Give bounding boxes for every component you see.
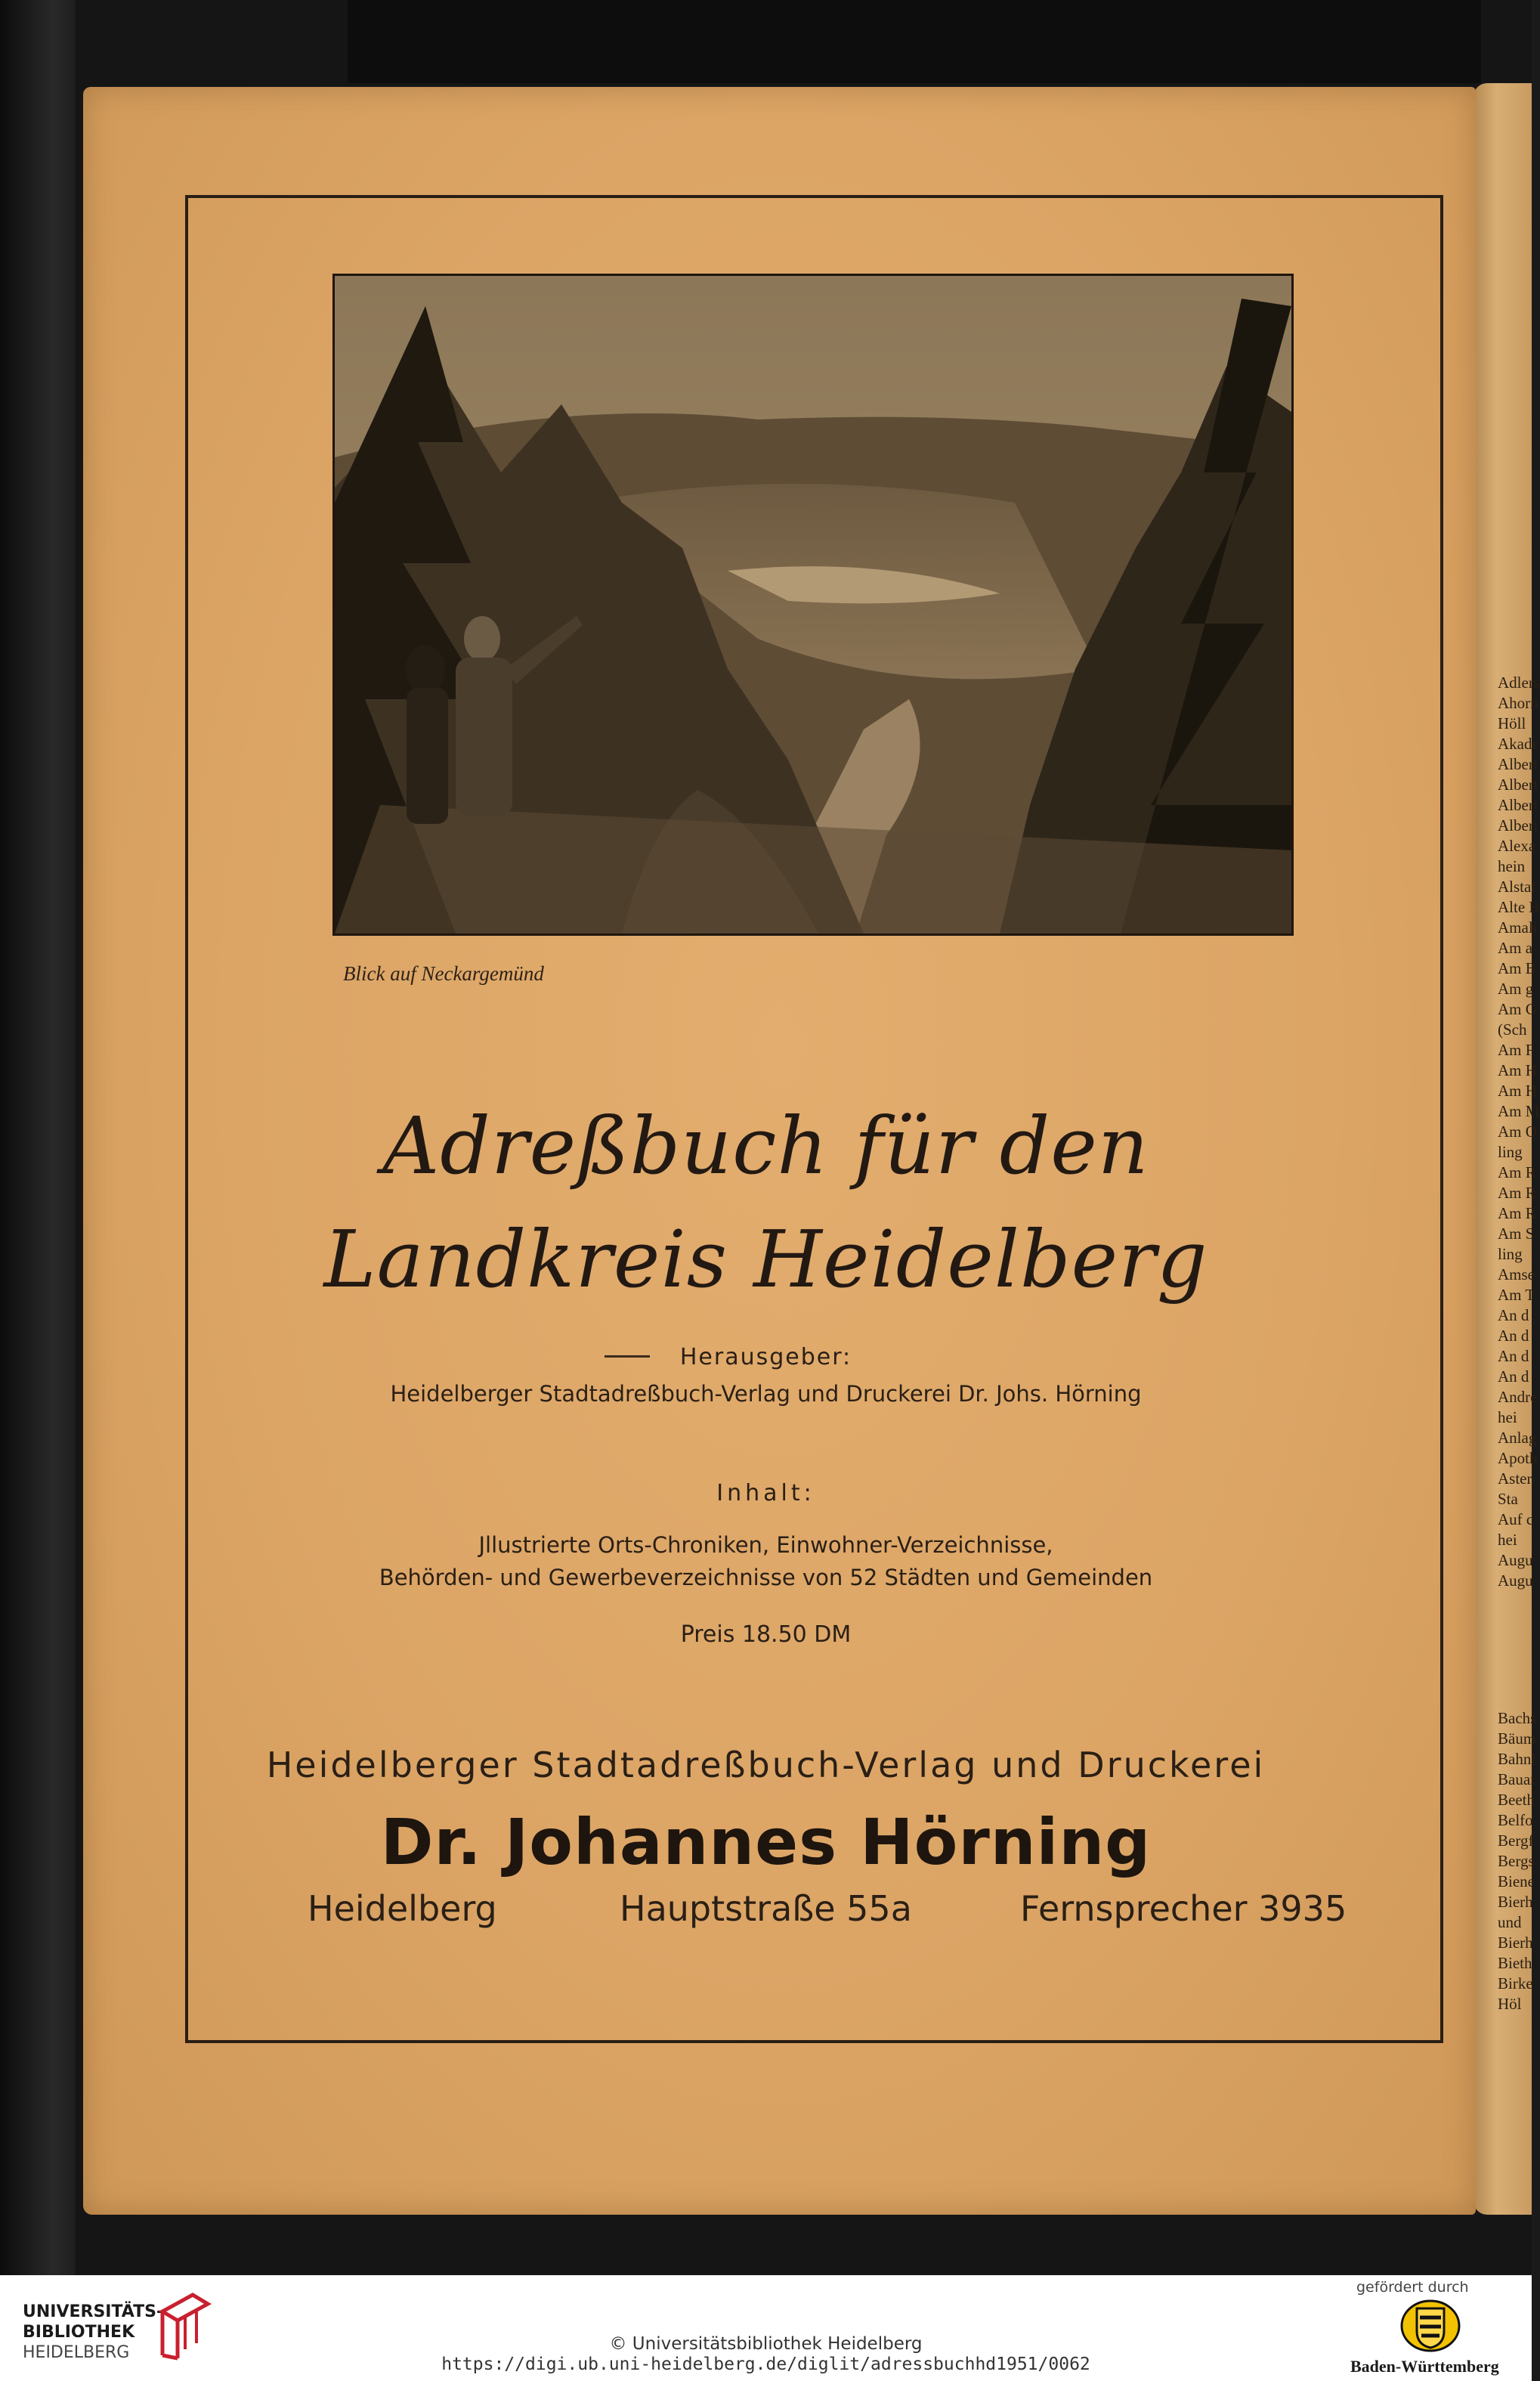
next-page-fragment: Birke (1498, 1974, 1533, 1992)
next-page-fragment: Bachs (1498, 1709, 1537, 1727)
next-page-fragment: Am O (1498, 1122, 1537, 1141)
next-page-fragment: und (1498, 1913, 1522, 1931)
contents-label: Inhalt: (716, 1480, 815, 1506)
next-page-fragment: Adlers (1498, 673, 1540, 692)
next-page-fragment: Am B (1498, 959, 1536, 977)
copyright-notice: © Universitätsbibliothek Heidelberg (609, 2334, 923, 2354)
next-page-fragment: An d (1498, 1347, 1529, 1365)
next-page-fragment: Sta (1498, 1490, 1518, 1508)
next-page-fragment: hei (1498, 1408, 1517, 1426)
next-page-fragment: Bergf (1498, 1831, 1534, 1850)
title-line-2: Landkreis Heidelberg (323, 1213, 1208, 1305)
next-page-fragment: Albert (1498, 816, 1538, 834)
state-crest-icon[interactable] (1400, 2299, 1461, 2356)
publisher-line: Heidelberger Stadtadreßbuch-Verlag und Druckerei (266, 1745, 1266, 1785)
next-page-fragment: An d (1498, 1327, 1529, 1345)
next-page-fragment: Bauar (1498, 1770, 1536, 1788)
contents-line-1: Jllustrierte Orts-Chroniken, Einwohner-Verzeichnisse, (478, 1532, 1053, 1558)
next-page-fragment: Am R (1498, 1204, 1536, 1222)
landscape-photo (332, 274, 1294, 936)
next-page-fragment: Albert (1498, 796, 1538, 814)
publisher-name: Dr. Johannes Hörning (380, 1805, 1152, 1879)
next-page-fragment: Bieth (1498, 1954, 1532, 1972)
next-page-fragment: ling (1498, 1245, 1523, 1263)
next-page-fragment: Beeth (1498, 1791, 1535, 1809)
sponsor-label: gefördert durch (1356, 2279, 1469, 2296)
next-page-fragment: Höl (1498, 1995, 1522, 2013)
next-page-fragment: Ahorn (1498, 694, 1538, 712)
permalink[interactable]: https://digi.ub.uni-heidelberg.de/diglit/adressbuchhd1951/0062 (441, 2355, 1090, 2374)
next-page-fragment: An d (1498, 1367, 1529, 1386)
next-page-fragment: Bierh (1498, 1893, 1533, 1911)
next-page-fragment: (Sch (1498, 1020, 1527, 1039)
next-page-fragment: Biene (1498, 1872, 1535, 1890)
publisher-city: Heidelberg (308, 1888, 497, 1929)
next-page-fragment: Auf c (1498, 1510, 1534, 1528)
next-page-fragment: Am g (1498, 980, 1534, 998)
next-page-fragment: An d (1498, 1306, 1529, 1324)
next-page-fragment: Am R (1498, 1163, 1536, 1181)
neckar-valley-image (335, 276, 1291, 934)
publisher-phone: Fernsprecher 3935 (1020, 1888, 1347, 1929)
next-page-fragment: Bergs (1498, 1852, 1535, 1870)
title-line-1: Adreßbuch für den (382, 1100, 1149, 1192)
next-page-fragment: hei (1498, 1531, 1517, 1549)
next-page-fragment: Amse (1498, 1265, 1535, 1283)
next-page-fragment: Aster (1498, 1469, 1532, 1488)
editor-name: Heidelberger Stadtadreßbuch-Verlag und Druckerei Dr. Johs. Hörning (390, 1381, 1142, 1407)
photo-caption: Blick auf Neckargemünd (343, 962, 544, 985)
next-page-fragment: Am M (1498, 1102, 1540, 1120)
next-page-fragment: hein (1498, 857, 1526, 875)
next-page-fragment: Alexa (1498, 837, 1536, 855)
next-page-fragment: Augu (1498, 1551, 1533, 1569)
next-page-fragment: Am H (1498, 1082, 1537, 1100)
next-page-fragment: Amali (1498, 918, 1538, 937)
editor-label: Herausgeber: (679, 1344, 852, 1370)
contents-line-2: Behörden- und Gewerbeverzeichnisse von 52 Städten und Gemeinden (379, 1565, 1153, 1590)
next-page-fragment: Am G (1498, 1000, 1537, 1018)
scanner-edge-top (348, 0, 1481, 83)
next-page-fragment: Am H (1498, 1061, 1537, 1079)
next-page-fragment: Alte B (1498, 898, 1540, 916)
next-page-fragment: Augu (1498, 1571, 1533, 1590)
next-page-fragment: Am R (1498, 1184, 1536, 1202)
next-page-fragment: Am F (1498, 1041, 1535, 1059)
next-page-fragment: Andre (1498, 1388, 1538, 1406)
next-page-fragment: Apoth (1498, 1449, 1538, 1467)
publisher-street: Hauptstraße 55a (620, 1888, 912, 1929)
next-page-fragment: Anlag (1498, 1429, 1537, 1447)
next-page-fragment: ling (1498, 1143, 1523, 1161)
price: Preis 18.50 DM (680, 1621, 852, 1648)
next-page-fragment: Am a (1498, 939, 1533, 957)
next-page-fragment: Höll (1498, 714, 1526, 732)
library-name-line-2: BIBLIOTHEK (23, 2323, 135, 2342)
library-name-line-1: UNIVERSITÄTS- (23, 2302, 164, 2321)
next-page-fragment: Albert (1498, 776, 1538, 794)
sponsor-name: Baden-Württemberg (1350, 2357, 1499, 2376)
next-page-fragment: Akade (1498, 735, 1539, 753)
library-name-line-3: HEIDELBERG (23, 2343, 130, 2362)
next-page-fragment: Belfo (1498, 1811, 1533, 1829)
next-page-fragment: Am S (1498, 1225, 1535, 1243)
next-page-fragment: Alstat (1498, 878, 1536, 896)
next-page-fragment: Bäum (1498, 1729, 1536, 1748)
next-page-fragment: Albert (1498, 755, 1538, 773)
next-page-fragment: Bahnl (1498, 1750, 1536, 1768)
next-page-fragment: Am T (1498, 1286, 1535, 1304)
next-page-fragment: Bierh (1498, 1934, 1533, 1952)
